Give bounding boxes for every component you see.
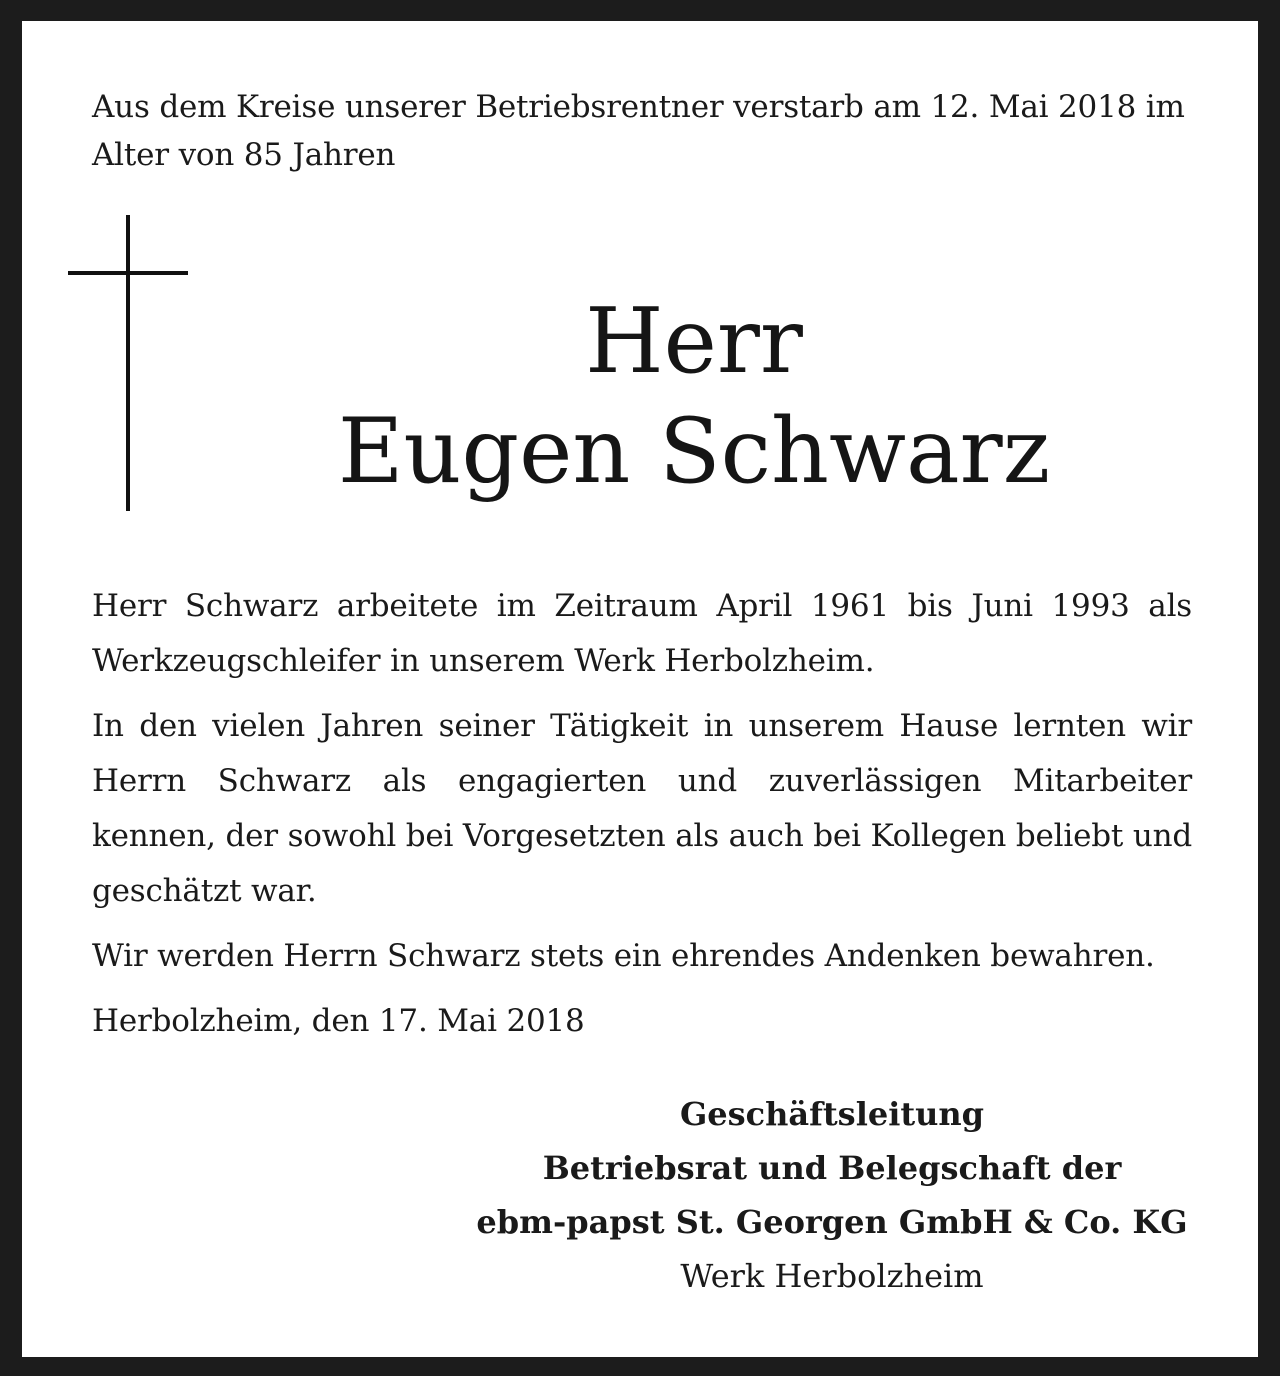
signature-line-plant: Werk Herbolzheim [680, 1257, 984, 1295]
cross-vertical-bar [126, 215, 130, 511]
notice-paper [22, 21, 1258, 1357]
paragraph-tribute: In den vielen Jahren seiner Tätigkeit in unserem Hause lernten wir Herrn Schwarz als engagierten und zuverlässigen Mitarbeiter kennen, der sowohl bei Vorgesetzten als auch bei Kollegen beliebt und geschätzt war. [92, 708, 1192, 909]
intro-text: Aus dem Kreise unserer Betriebsrentner verstarb am 12. Mai 2018 im Alter von 85 Jahren [92, 89, 1185, 173]
signature-block [402, 1087, 1202, 1303]
paragraph-career: Herr Schwarz arbeitete im Zeitraum April 1961 bis Juni 1993 als Werkzeugschleifer in unserem Werk Herbolzheim. [92, 588, 1192, 679]
place-date: Herbolzheim, den 17. Mai 2018 [92, 1003, 585, 1039]
name-full: Eugen Schwarz [337, 399, 1051, 504]
paragraph-remembrance: Wir werden Herrn Schwarz stets ein ehrendes Andenken bewahren. [92, 938, 1155, 974]
signature-line-workscouncil: Betriebsrat und Belegschaft der [542, 1149, 1122, 1187]
signature-line-company: ebm-papst St. Georgen GmbH & Co. KG [476, 1203, 1188, 1241]
cross-horizontal-bar [68, 271, 188, 275]
notice-body [92, 579, 1192, 1059]
signature-line-management: Geschäftsleitung [679, 1095, 985, 1133]
deceased-name [212, 287, 1176, 507]
name-title: Herr [585, 289, 803, 394]
cross-icon [68, 215, 188, 511]
